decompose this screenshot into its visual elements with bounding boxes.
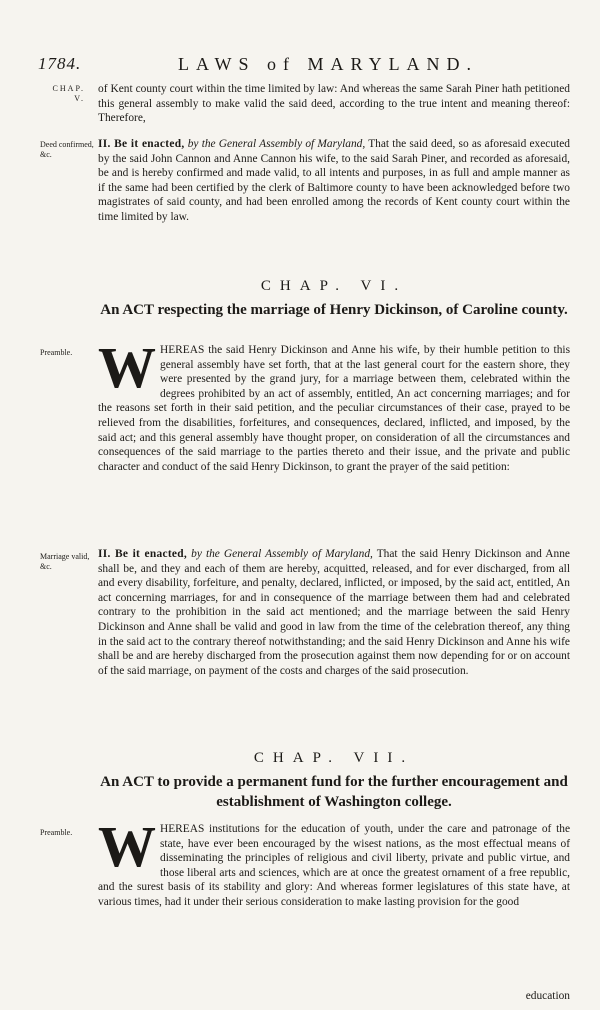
drop-cap: W	[98, 335, 156, 400]
chapter-6-title: An ACT respecting the marriage of Henry Dickinson, of Caroline county.	[100, 302, 568, 318]
margin-note-preamble-6: Preamble.	[40, 348, 73, 357]
margin-note-marriage: Marriage valid, &c.	[40, 552, 90, 571]
section-2	[98, 137, 570, 225]
enacting-authority: by the General Assembly of Maryland,	[191, 548, 373, 560]
page-header	[38, 54, 578, 80]
section-1-text: of Kent county court within the time limited by law: And whereas the same Sarah Piner hath petitioned this general assembly to make valid the said deed, according to the true intent and meaning thereof: Therefore,	[98, 83, 570, 125]
chapter-6-section-2-text: That the said Henry Dickinson and Anne shall be, and they and each of them are hereby, acquitted, released, and for ever discharged, from all and every disability, forfeiture, and penalty, declared, inflicted, or imposed, by the said act, entitled, An act concerning marriages, for and in consequence of the marriage between them had and celebrated contrary to the prohibition in the said act mentioned; and the marriage between the said Henry Dickinson and Anne shall be valid and good in law from the time of the celebration thereof, any thing in the said act to the contrary thereof notwithstanding; and the said Henry Dickinson and Anne his wife shall be and are hereby discharged from the prosecution against them now depending for or on account of the said marriage, on payment of the costs and charges of the said prosecution.	[98, 548, 570, 677]
chapter-7-title: An ACT to provide a permanent fund for the further encouragement and establishment of Washington college.	[100, 774, 568, 810]
margin-note-preamble-7: Preamble.	[40, 828, 73, 837]
section-2-text: That the said deed, so as aforesaid executed by the said John Cannon and Anne Cannon his wife, to the said Sarah Piner, and recorded as aforesaid, be and is hereby confirmed and made valid, to all intents and purposes, in as full and ample manner as if the same had been certified by the clerk of Baltimore county to have been acknowledged before two magistrates of said county, and had been enrolled among the records of Kent county court within the time limited by law.	[98, 138, 570, 223]
running-title: LAWS of MARYLAND.	[178, 54, 479, 74]
chapter-6-preamble-text: HEREAS the said Henry Dickinson and Anne his wife, by their humble petition to this general assembly have set forth, that at the last general court for the eastern shore, they were presented by the grand jury, for a marriage between them, celebrated within the degrees prohibited by an act of assembly, entitled, An act concerning marriages; and for the reasons set forth in their said petition, and the peculiar circumstances of their case, prayed to be relieved from the disabilities, forfeitures, and consequences, declared, inflicted, and imposed, by the said act; and this general assembly have thought proper, on consideration of all the circumstances and consequences of the said marriage to the parties thereto and their issue, and the private and public character and conduct of the said Henry Dickinson, to grant the prayer of the said petition:	[98, 344, 570, 473]
margin-note-deed: Deed confirmed, &c.	[40, 140, 94, 159]
chapter-6-section-2	[98, 547, 570, 678]
chapter-6-preamble	[98, 335, 570, 474]
enacting-lead: II. Be it enacted,	[98, 548, 188, 560]
chapter-7-heading: CHAP. VII.	[253, 750, 415, 766]
chapter-6-heading: CHAP. VI.	[260, 278, 408, 294]
page-year: 1784.	[38, 54, 82, 73]
catchword: education	[525, 990, 570, 1002]
chapter-7-preamble-text: HEREAS institutions for the education of youth, under the care and patronage of the state, have ever been encouraged by the wisest nations, as the most effectual means of disseminating the principles of religious and civil liberty, private and public virtue, and those liberal arts and sciences, which are at once the greatest ornament of a free republic, and the surest basis of its stability and glory: And whereas former legislatures of this state have, at various times, had it under their serious consideration to make lasting provision for the good	[98, 823, 570, 908]
drop-cap: W	[98, 814, 156, 879]
chapter-7-preamble	[98, 814, 570, 910]
enacting-lead: II. Be it enacted,	[98, 138, 185, 150]
margin-chapter-note: CHAP. V.	[52, 84, 85, 103]
enacting-authority: by the General Assembly of Maryland,	[187, 138, 366, 150]
